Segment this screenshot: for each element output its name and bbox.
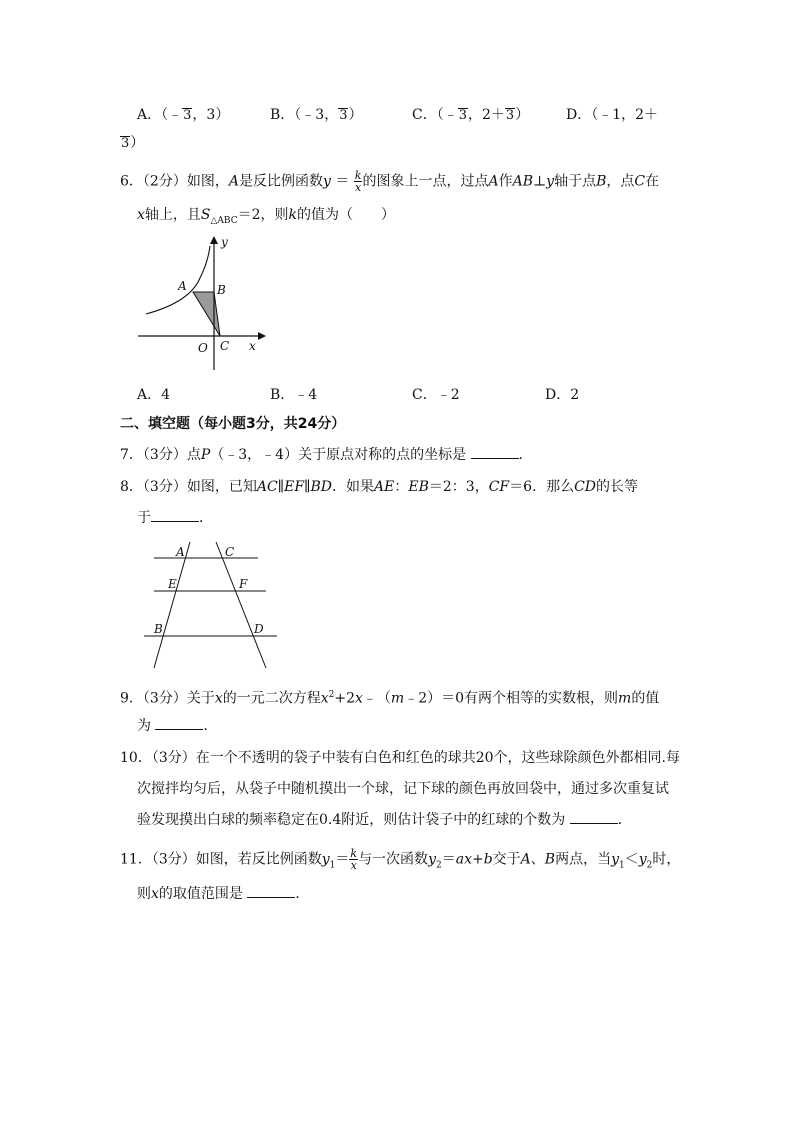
- q5-option-b: B．（﹣3，3）: [270, 107, 363, 123]
- q5-option-d: D．（﹣1，2＋: [566, 107, 659, 123]
- q5-option-d-cont: 3）: [121, 135, 145, 151]
- label-b: B: [217, 283, 226, 297]
- question-11-text: 11．（3分）如图，若反比例函数$y_1=$ $\frac{k}{x}$ 与一次函数$y_2=ax+b$交于A、B两点，当$y_1<y_2$时，: [120, 847, 681, 872]
- label-o: O: [198, 341, 208, 355]
- x-axis-arrow: [258, 332, 266, 340]
- q5-option-a: A．（﹣3，3）: [137, 107, 230, 123]
- question-9-text: 9．（3分）关于x的一元二次方程$x^2+2x﹣(m﹣2)=0$有两个相等的实数根，则m的值: [120, 690, 660, 707]
- q6-option-c: C．﹣2: [412, 387, 460, 403]
- q6-option-b: B．﹣4: [270, 387, 318, 403]
- answer-blank[interactable]: [247, 885, 295, 898]
- question-8-text-cont: 于 ．: [137, 510, 213, 526]
- answer-blank[interactable]: [570, 811, 618, 824]
- question-9-text-cont: 为 ．: [137, 718, 218, 734]
- answer-blank[interactable]: [151, 509, 199, 522]
- label-b: B: [154, 622, 163, 636]
- question-10-line-2: 次搅拌均匀后，从袋子中随机摸出一个球，记下球的颜色再放回袋中，通过多次重复试: [137, 781, 669, 797]
- label-c: C: [220, 339, 230, 353]
- q8-figure: [140, 538, 290, 673]
- transversal-left: [154, 542, 190, 668]
- q6-option-a: A．4: [137, 387, 171, 403]
- section-heading: 二、填空题（每小题3分，共24分）: [120, 416, 346, 432]
- label-e: E: [168, 577, 177, 591]
- question-8-text: 8．（3分）如图，已知AC∥EF∥BD．如果AE：EB＝2：3，CF＝6．那么CD的长等: [120, 479, 639, 495]
- triangle-abc: [193, 292, 220, 336]
- question-11-text-cont: 则x的取值范围是 ．: [137, 886, 310, 902]
- sqrt-symbol: 3: [183, 108, 192, 123]
- question-7-text: 7．（3分）点P（﹣3，﹣4）关于原点对称的点的坐标是 ．: [120, 447, 533, 463]
- label-y: y: [221, 235, 228, 249]
- q6-option-d: D．2: [545, 387, 580, 403]
- fraction-k-over-x: $\frac{k}{x}$: [354, 169, 362, 194]
- label-f: F: [239, 577, 248, 591]
- label-c: C: [225, 545, 235, 559]
- question-6-text-cont: x轴上，且$S_{\triangle ABC}=2$，则k的值为（ ）: [137, 207, 395, 226]
- answer-blank[interactable]: [155, 717, 203, 730]
- fraction-k-over-x: $\frac{k}{x}$: [350, 847, 358, 872]
- question-10-line-1: 10．（3分）在一个不透明的袋子中装有白色和红色的球共20个，这些球除颜色外都相同.每: [120, 750, 680, 766]
- answer-blank[interactable]: [471, 446, 519, 459]
- q5-option-c: C．（﹣3，2＋3）: [412, 107, 530, 123]
- question-6-text: 6．（2分）如图，A是反比例函数y ＝ $\frac{k}{x}$ 的图象上一点，过点A作AB⊥y轴于点B，点C在: [120, 169, 660, 194]
- question-10-line-3: 验发现摸出白球的频率稳定在0.4附近，则估计袋子中的红球的个数为 ．: [137, 812, 632, 828]
- q6-figure: [138, 232, 268, 372]
- label-a: A: [178, 279, 187, 293]
- label-d: D: [254, 622, 264, 636]
- label-x: x: [249, 339, 256, 353]
- y-axis-arrow: [210, 236, 218, 244]
- label-a: A: [176, 545, 185, 559]
- transversal-right: [216, 542, 266, 668]
